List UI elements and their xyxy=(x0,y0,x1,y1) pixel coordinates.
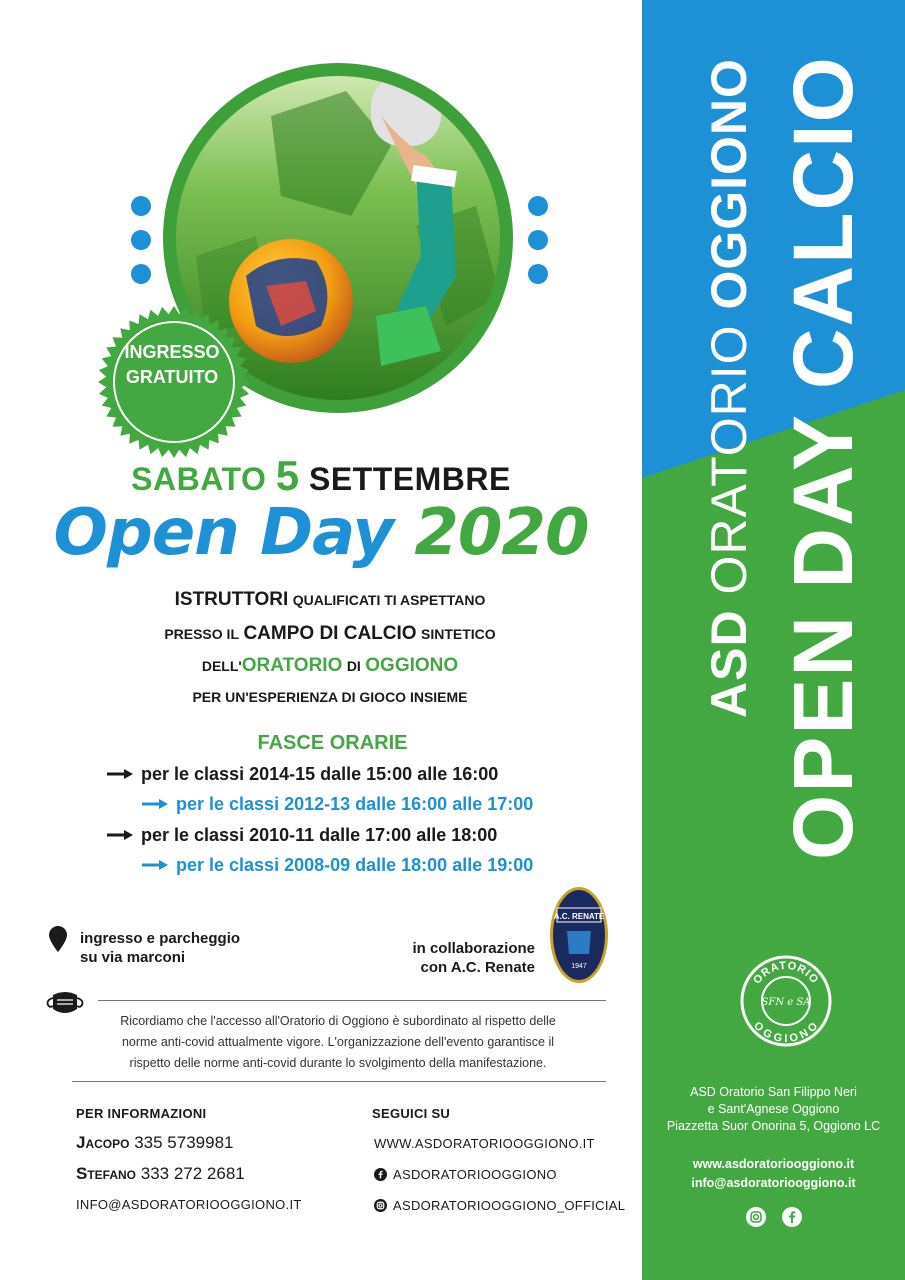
decor-dot xyxy=(131,196,151,216)
schedule-row: per le classi 2008-09 dalle 18:00 alle 19:00 xyxy=(142,855,533,876)
arrow-right-icon xyxy=(107,825,133,846)
logo-letters: SFN e SA xyxy=(761,997,811,1008)
event-title: Open Day 2020 xyxy=(53,496,589,570)
badge-text: INGRESSO GRATUITO xyxy=(124,342,220,387)
schedule-row: per le classi 2014-15 dalle 15:00 alle 16:00 xyxy=(107,764,498,785)
svg-text:OGGIONO xyxy=(751,1020,821,1045)
club-email-link[interactable]: info@asdoratoriooggiono.it xyxy=(691,1176,856,1190)
decor-dot xyxy=(131,264,151,284)
follow-website-link[interactable]: WWW.ASDORATORIOOGGIONO.IT xyxy=(374,1136,595,1151)
decor-dot xyxy=(528,196,548,216)
decor-dot xyxy=(528,264,548,284)
description-line-4: PER UN'ESPERIENZA DI GIOCO INSIEME xyxy=(192,689,468,705)
description-line-3: DELL'ORATORIO DI OGGIONO xyxy=(201,655,459,676)
renate-logo xyxy=(549,886,609,984)
oratorio-logo xyxy=(740,955,832,1047)
location-pin-icon xyxy=(49,926,67,952)
covid-notice: Ricordiamo che l'accesso all'Oratorio di Oggiono è subordinato al rispetto delle norme anti-covid attualmente vigore. L'organizzazione dell'evento garantisce il rispetto delle norme anti-covid durante lo svolgimento della manifestazione. xyxy=(120,1014,556,1070)
arrow-right-icon xyxy=(142,855,168,876)
arrow-right-icon xyxy=(142,794,168,815)
club-address: ASD Oratorio San Filippo Neri e Sant'Agnese Oggiono Piazzetta Suor Onorina 5, Oggiono LC xyxy=(666,1085,881,1133)
contacts-header: PER INFORMAZIONI xyxy=(76,1106,207,1121)
description-line-1: ISTRUTTORI QUALIFICATI TI ASPETTANO xyxy=(174,589,486,610)
renate-logo-text: A.C. RENATE xyxy=(553,912,605,921)
contact-email-link[interactable]: INFO@ASDORATORIOOGGIONO.IT xyxy=(76,1197,302,1212)
follow-header: SEGUICI SU xyxy=(372,1106,451,1121)
club-website-link[interactable]: www.asdoratoriooggiono.it xyxy=(692,1157,855,1171)
schedule-row: per le classi 2012-13 dalle 16:00 alle 17:00 xyxy=(142,794,533,815)
divider xyxy=(98,1000,606,1001)
collab-text: in collaborazione con A.C. Renate xyxy=(412,940,535,976)
facebook-icon[interactable] xyxy=(782,1207,802,1227)
location-text: ingresso e parcheggio su via marconi xyxy=(80,930,241,966)
side-org-title: ASD ORATORIO OGGIONO xyxy=(701,58,757,718)
instagram-icon xyxy=(374,1199,387,1212)
decor-dot xyxy=(131,230,151,250)
logo-top-text: ORATORIO xyxy=(751,959,821,987)
follow-instagram-link[interactable]: ASDORATORIOOGGIONO_OFFICIAL xyxy=(393,1198,626,1213)
schedule-row: per le classi 2010-11 dalle 17:00 alle 18:00 xyxy=(107,825,497,846)
decor-dot xyxy=(528,230,548,250)
renate-logo-year: 1947 xyxy=(571,963,587,970)
contact-stefano[interactable]: Stefano 333 272 2681 xyxy=(76,1164,245,1183)
arrow-right-icon xyxy=(107,764,133,785)
side-open-day-title: OPEN DAY CALCIO xyxy=(776,55,870,860)
schedule-title: FASCE ORARIE xyxy=(257,732,408,754)
contact-jacopo[interactable]: Jacopo 335 5739981 xyxy=(76,1133,234,1152)
instagram-icon[interactable] xyxy=(746,1207,766,1227)
description-line-2: PRESSO IL CAMPO DI CALCIO SINTETICO xyxy=(164,623,496,644)
divider xyxy=(72,1081,606,1082)
club-web-links xyxy=(642,1155,905,1193)
logo-bottom-text: OGGIONO xyxy=(751,1019,821,1046)
follow-facebook-link[interactable]: ASDORATORIOOGGIONO xyxy=(393,1167,557,1182)
event-date: SABATO 5 SETTEMBRE xyxy=(131,452,511,499)
facebook-icon xyxy=(374,1168,387,1181)
